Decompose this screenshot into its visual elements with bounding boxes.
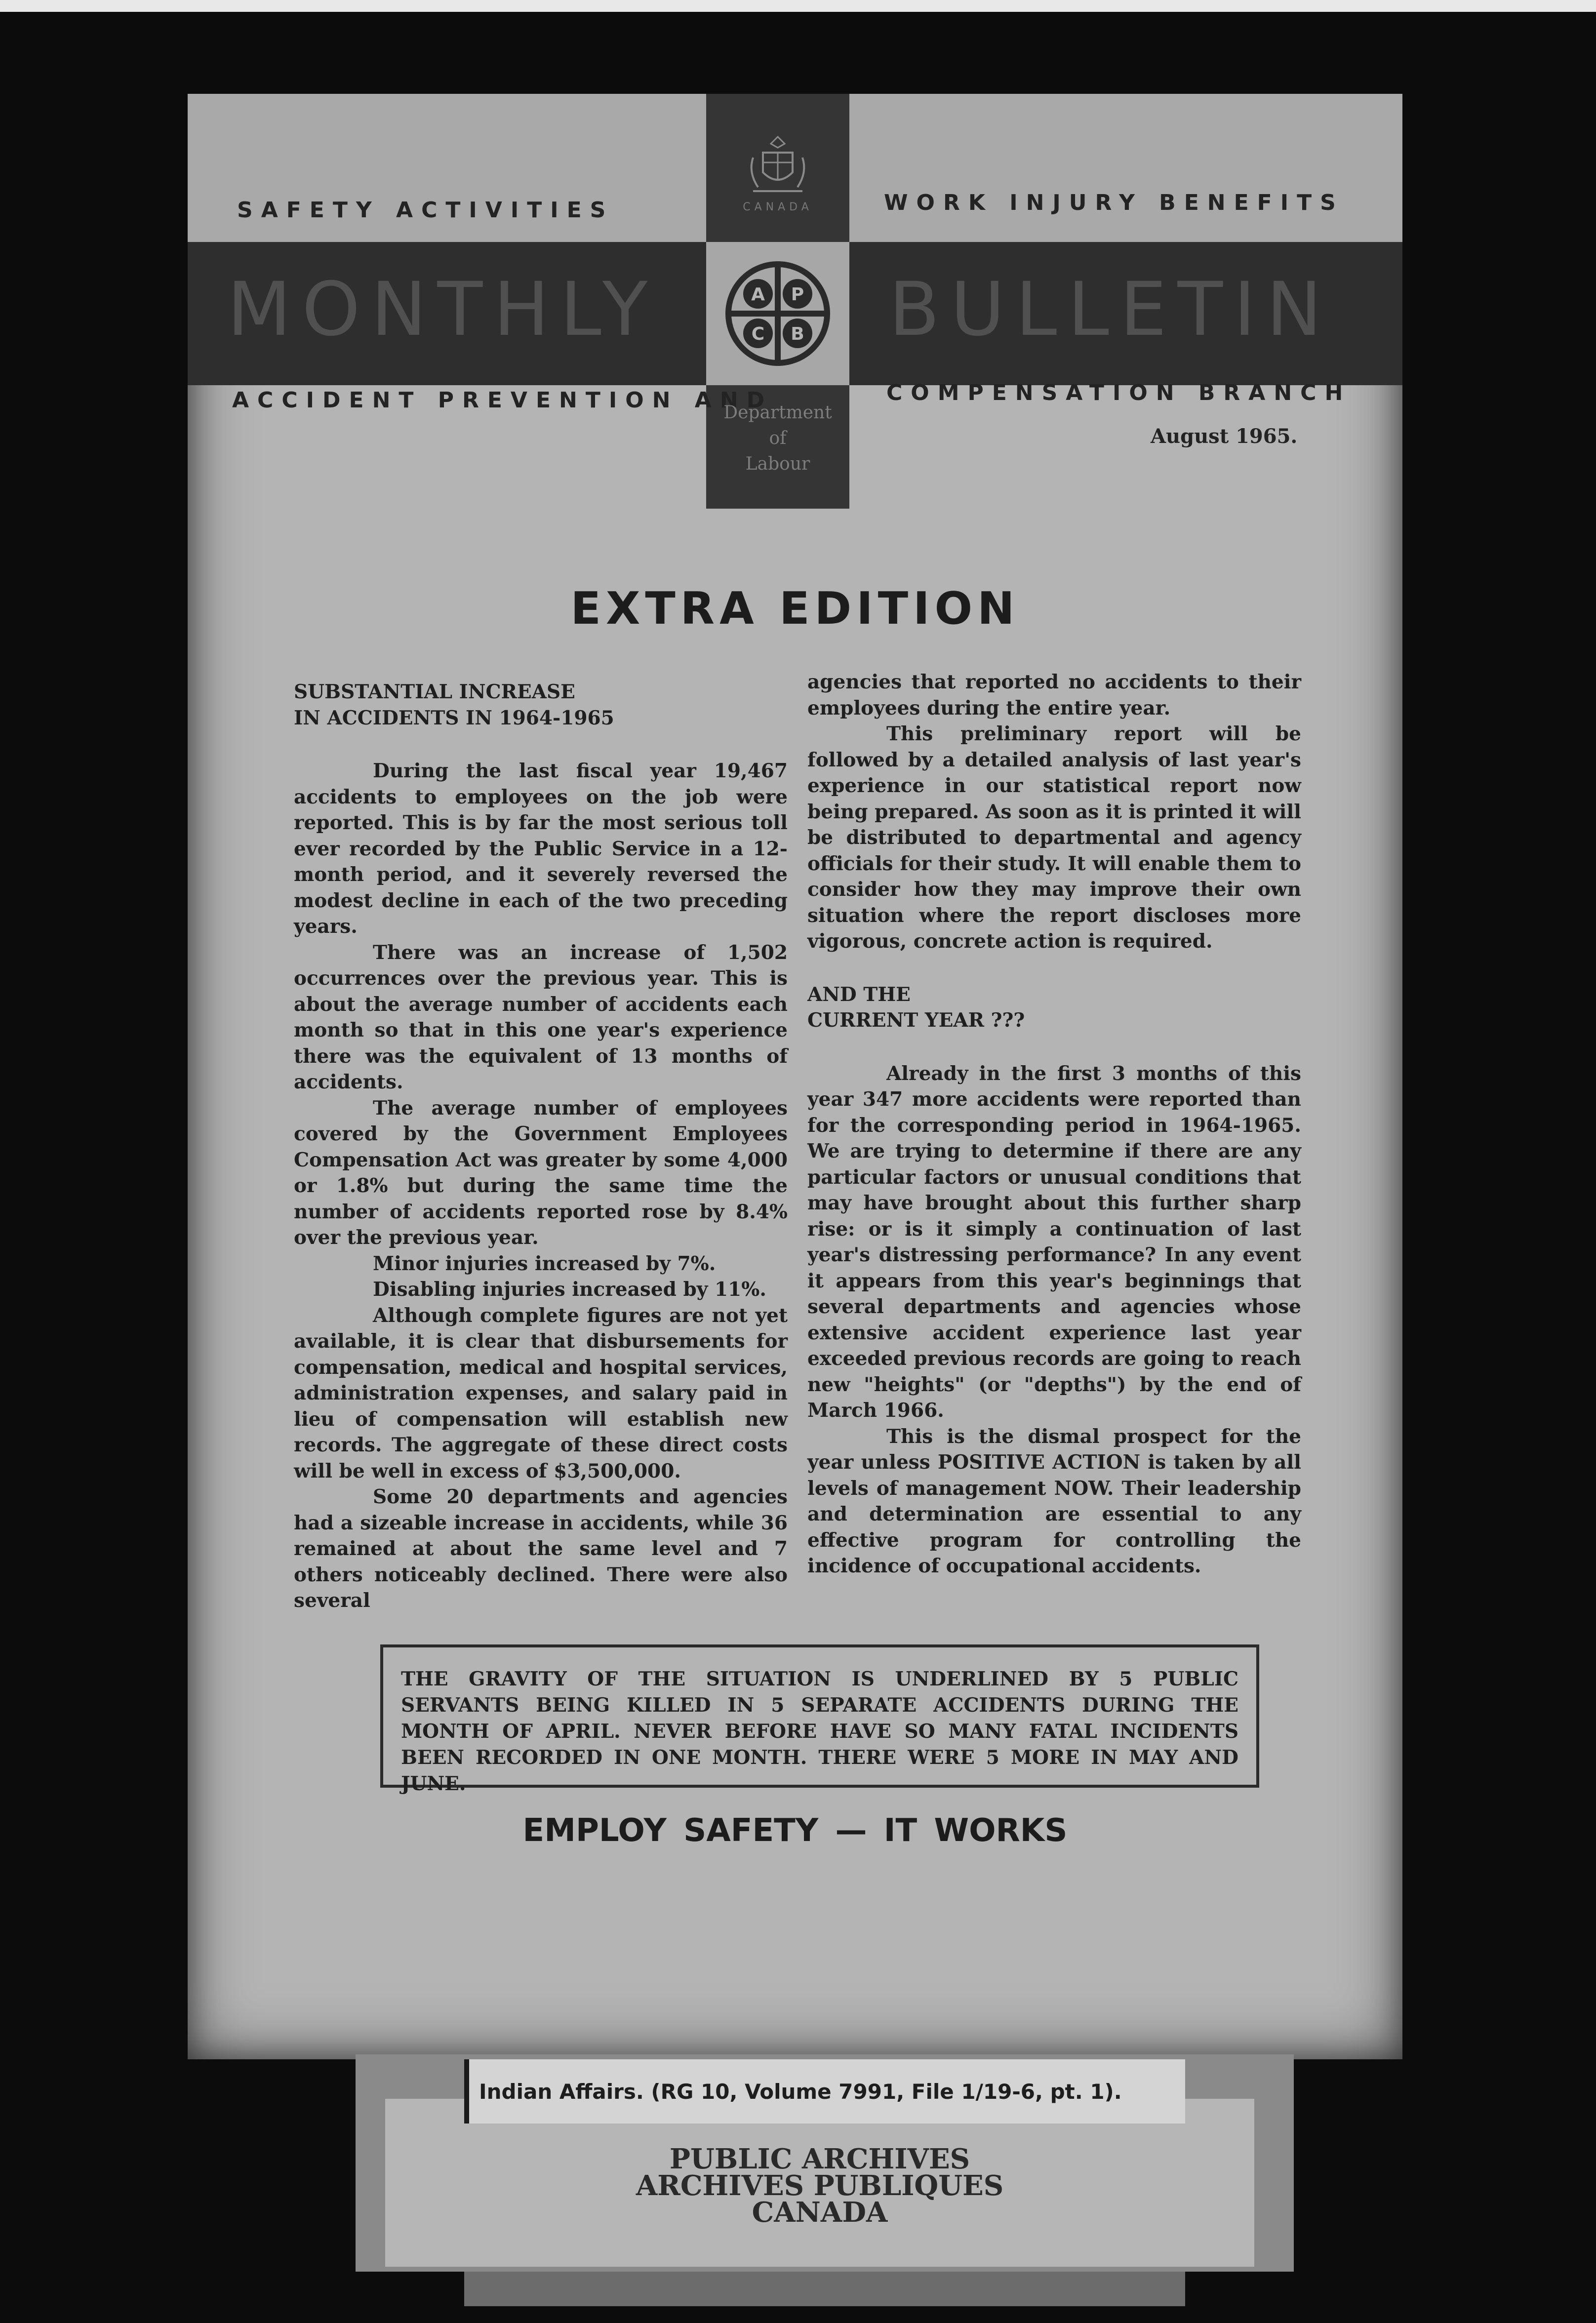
paragraph: This is the dismal prospect for the year unless POSITIVE ACTION is taken by all levels of management NOW. Their leadership and determination are essential to any effective program for controlling the incidence of occupational accidents. <box>807 1425 1301 1577</box>
apcb-emblem-icon <box>721 257 835 370</box>
paragraph: Minor injuries increased by 7%. <box>373 1252 716 1275</box>
paragraph: Already in the first 3 months of this year 347 more accidents were reported than for the corresponding period in 1964-1965. We are trying to determine if there are any particular factors or unusual conditions that may have brought about this further sharp rise: or is it simply a continuation of last year's distressing performance? In any event it appears from this year's beginnings that several departments and agencies whose extensive accident experience last year exceeded previous records are going to reach new "heights" (or "depths") by the end of March 1966. <box>807 1062 1301 1422</box>
heading-line: AND THE <box>807 983 911 1006</box>
slogan: EMPLOY SAFETY — IT WORKS <box>522 1812 1068 1849</box>
dept-line: Labour <box>745 454 810 474</box>
department-of-labour-label <box>706 400 849 477</box>
header-compensation-branch: COMPENSATION BRANCH <box>886 380 1352 405</box>
stamp-line: ARCHIVES PUBLIQUES <box>636 2169 1004 2202</box>
header-safety-activities: SAFETY ACTIVITIES <box>237 198 614 223</box>
left-column <box>294 679 788 1614</box>
logo-letter-a: A <box>751 284 765 305</box>
paragraph: There was an increase of 1,502 occurrences over the previous year. This is about the average number of accidents each month so that in this one year's experience there was the equivalent of 13 months of accidents. <box>294 941 788 1093</box>
paragraph: Although complete figures are not yet available, it is clear that disbursements for compensation, medical and hospital services, administration expenses, and salary paid in lieu of compensation will establish new records. The aggregate of these direct costs will be well in excess of $3,500,000. <box>294 1304 788 1482</box>
canada-crest <box>706 123 849 222</box>
right-column <box>807 669 1301 1579</box>
section-heading-increase <box>294 679 788 731</box>
coat-of-arms-icon <box>743 133 812 197</box>
paragraph: The average number of employees covered by the Government Employees Compensation Act was greater by some 4,000 or 1.8% but during the same time the number of accidents reported rose by 8.4% over the previous year. <box>294 1096 788 1249</box>
header-work-injury-benefits: WORK INJURY BENEFITS <box>884 190 1344 215</box>
logo-letter-c: C <box>751 324 765 344</box>
logo-letter-b: B <box>791 324 804 344</box>
bulletin-page <box>188 94 1402 2059</box>
fatalities-notice-box: THE GRAVITY OF THE SITUATION IS UNDERLINED BY 5 PUBLIC SERVANTS BEING KILLED IN 5 SEPARATE ACCIDENTS DURING THE MONTH OF APRIL. NEVER BEFORE HAVE SO MANY FATAL INCIDENTS BEEN RECORDED IN ONE MONTH. THERE WERE 5 MORE IN MAY AND JUNE. <box>380 1644 1259 1788</box>
page-title: EXTRA EDITION <box>570 583 1020 635</box>
dept-line: Department <box>723 402 832 423</box>
scan-frame-edge <box>0 0 1596 12</box>
crest-caption: CANADA <box>743 200 813 213</box>
paragraph: agencies that reported no accidents to their employees during the entire year. <box>807 671 1301 720</box>
section-heading-current-year <box>807 982 1301 1034</box>
paragraph: During the last fiscal year 19,467 accidents to employees on the job were reported. This is by far the most serious toll ever recorded by the Public Service in a 12-month period, and it severely reversed the modest decline in each of the two preceding years. <box>294 760 788 938</box>
issue-date: August 1965. <box>1151 425 1298 448</box>
paragraph: This preliminary report will be followed by a detailed analysis of last year's experience in our statistical report now being prepared. As soon as it is printed it will be distributed to departmental and agency officials for their study. It will enable them to consider how they may improve their own situation where the report discloses more vigorous, concrete action is required. <box>807 722 1301 953</box>
header-bulletin: BULLETIN <box>889 267 1333 353</box>
heading-line: CURRENT YEAR ??? <box>807 1009 1025 1032</box>
archive-label-bottom <box>464 2272 1185 2306</box>
apcb-logo <box>706 242 849 385</box>
heading-line: SUBSTANTIAL INCREASE <box>294 681 575 703</box>
dept-line: of <box>769 428 787 448</box>
heading-line: IN ACCIDENTS IN 1964-1965 <box>294 706 614 729</box>
header-accident-prevention: ACCIDENT PREVENTION AND <box>232 388 773 413</box>
stamp-line: PUBLIC ARCHIVES <box>669 2143 970 2175</box>
paragraph: Some 20 departments and agencies had a sizeable increase in accidents, while 36 remained at about the same level and 7 others noticeably declined. There were also several <box>294 1485 788 1612</box>
archive-stamp <box>385 2143 1254 2229</box>
archive-reference-label: Indian Affairs. (RG 10, Volume 7991, File 1/19-6, pt. 1). <box>464 2059 1185 2123</box>
header-monthly: MONTHLY <box>227 267 659 353</box>
spacer <box>807 955 1301 982</box>
header-band-right <box>849 94 1402 242</box>
paragraph: Disabling injuries increased by 11%. <box>373 1278 766 1301</box>
stamp-line: CANADA <box>752 2196 888 2229</box>
logo-letter-p: P <box>791 284 804 305</box>
